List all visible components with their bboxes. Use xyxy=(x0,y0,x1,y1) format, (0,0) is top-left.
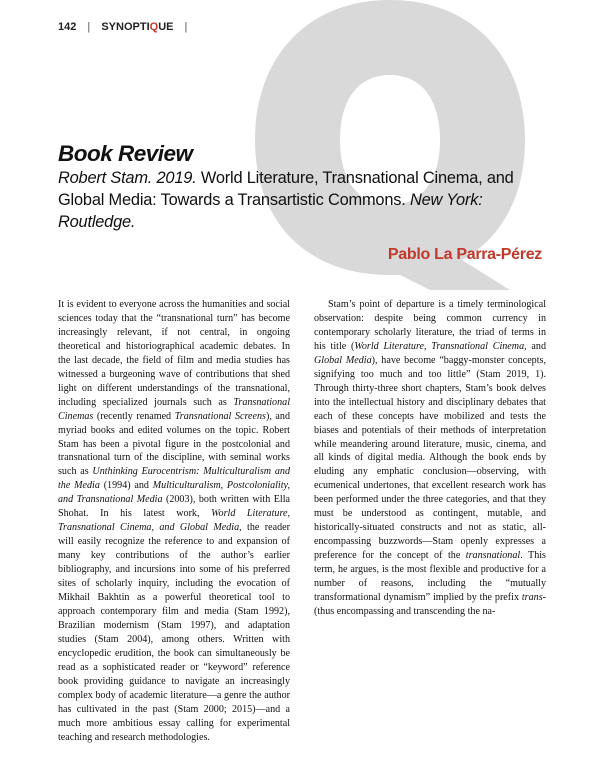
running-header xyxy=(58,21,195,33)
reviewer-name: Pablo La Parra-Pérez xyxy=(387,246,542,263)
body-column-left xyxy=(58,298,290,745)
review-label: Book Review xyxy=(58,141,193,166)
header-divider: | xyxy=(87,21,91,33)
paragraph-1: It is evident to everyone across the humanities and social sciences today that the “transnational turn” has become increasingly relevant, if not central, in ongoing theoretical and historiographical academic debates. In the last decade, the field of film and media studies has witnessed a burgeoning wave of contributions that shed light on different understandings of the transnational, including specialized journals such as Transnational Cinemas (recently renamed Transnational Screens), and myriad books and edited volumes on the topic. Robert Stam has been a pivotal figure in the postcolonial and transnational turn of the discipline, with seminal works such as Unthinking Eurocentrism: Multiculturalism and the Media (1994) and Multiculturalism, Postcoloniality, and Transnational Media (2003), both written with Ella Shohat. In his latest work, World Literature, Transnational Cinema, and Global Media, the reader will easily recognize the reference to and expansion of many key contributions of the author’s earlier bibliography, and incursions into some of his preferred sites of scholarly inquiry, including the evocation of Mikhail Bakhtin as a powerful theoretical tool to approach contemporary film and media (Stam 1992), Brazilian modernism (Stam 1997), and adaptation studies (Stam 2004), among others. Written with encyclopedic erudition, the book can simultaneously be read as a sophisticated reader or “keyword” reference book providing guidance to navigate an increasingly complex body of academic literature—a genre the author has cultivated in the past (Stam 2000; 2015)—and a much more ambitious essay calling for experimental teaching and research methodologies. xyxy=(58,299,291,743)
page-number: 142 xyxy=(58,21,77,33)
citation-publisher: New York: Routledge. xyxy=(58,191,483,231)
paragraph-2: Stam’s point of departure is a timely terminological observation: despite being common currency in contemporary scholarly literature, the triad of terms in his title (World Literature, Transnational Cinema, and Global Media), have become “baggy-monster concepts, signifying too much and too little” (Stam 2019, 1). Through thirty-three short chapters, Stam’s book delves into the intellectual history and disciplinary debates that each of these concepts have mobilized and tests the biases and potentials of their methods of interpretation while meandering around literature, music, cinema, and all kinds of digital media. Although the book ends by eluding any emphatic conclusion—observing, with ecumenical undertones, that excellent research work has been performed under the three categories, and that they must be understood as contingent, mutable, and historically-situated constructs and not as static, all-encompassing buzzwords—Stam openly expresses a preference for the concept of the transnational. This term, he argues, is the most flexible and productive for a number of reasons, including the “mutually transformational dynamism” implied by the prefix trans- (thus encompassing and transcending the na- xyxy=(314,299,546,617)
citation-book-title: World Literature, Transnational Cinema, and Global Media: Towards a Transartistic Commons. xyxy=(58,169,514,209)
title-block xyxy=(58,141,548,233)
body-column-right xyxy=(314,298,546,619)
header-divider-end: | xyxy=(184,21,188,33)
book-citation xyxy=(58,167,548,233)
citation-author-year: Robert Stam. 2019. xyxy=(58,169,197,187)
journal-name: SYNOPTIQUE xyxy=(101,21,174,33)
